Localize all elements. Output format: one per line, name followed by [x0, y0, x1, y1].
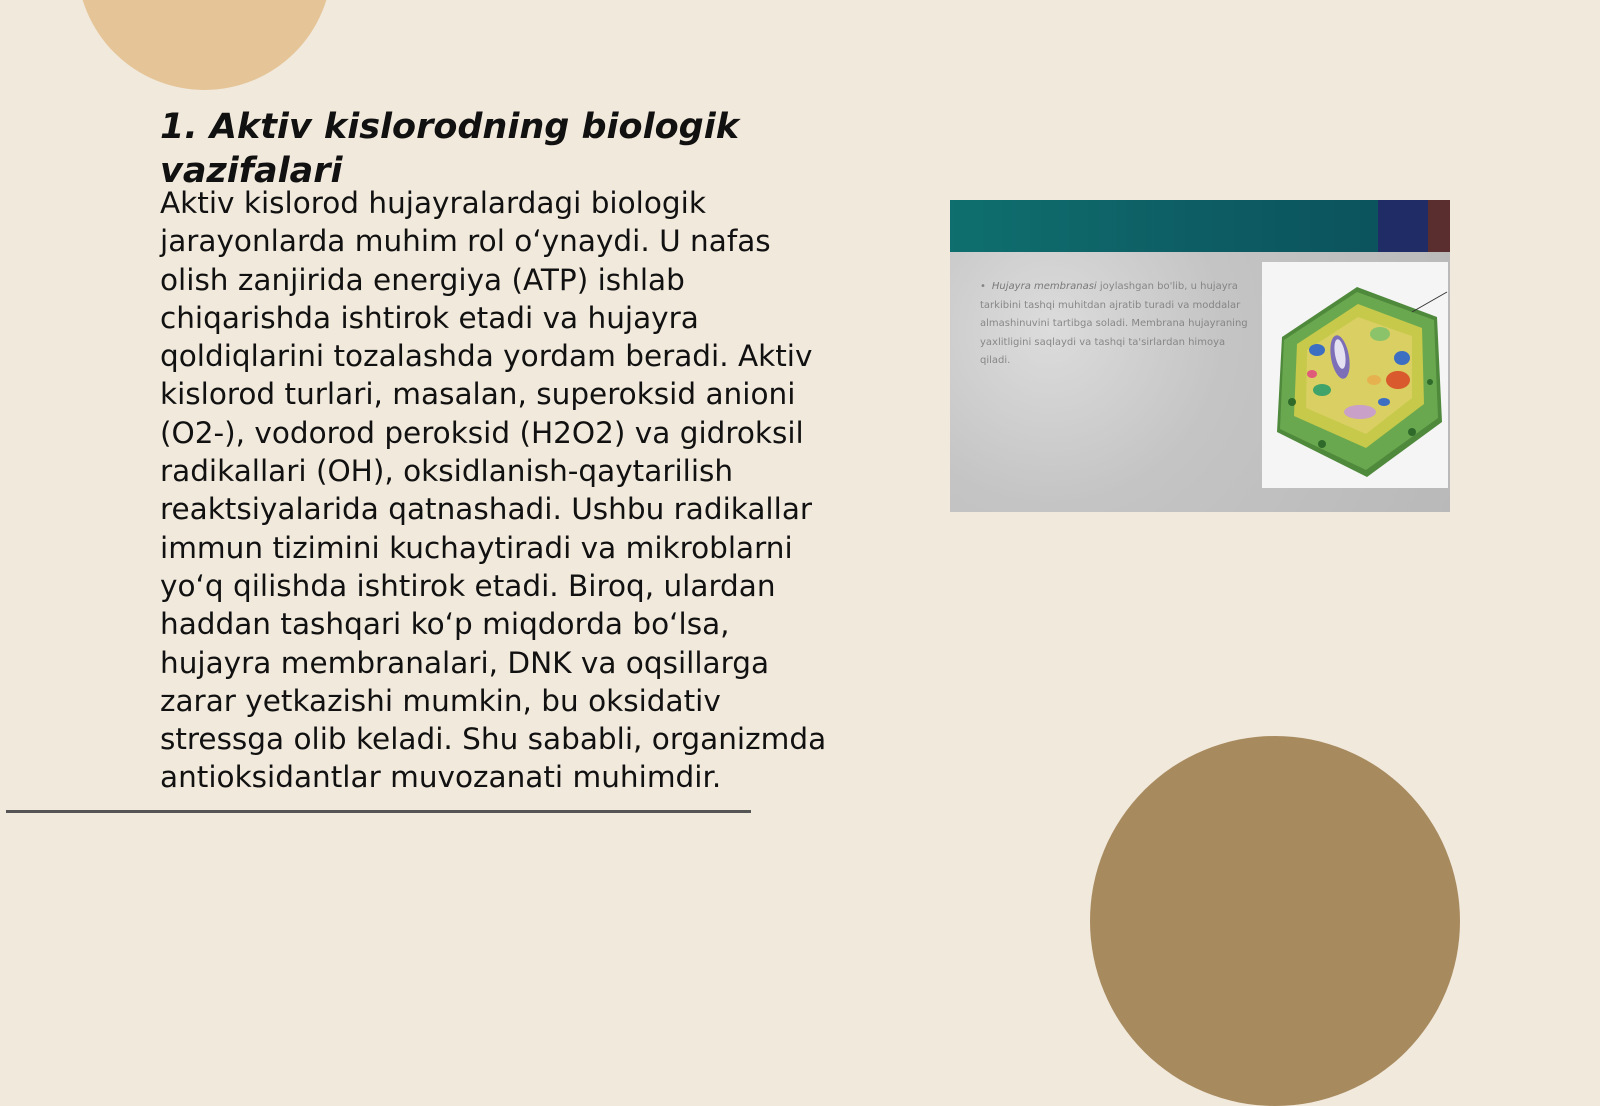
image-header-accent	[1378, 200, 1428, 252]
plant-cell-illustration	[1262, 262, 1448, 488]
image-header-bar	[950, 200, 1450, 252]
cell-slide-image	[950, 200, 1450, 512]
divider-line	[6, 810, 751, 813]
image-slide-text	[980, 278, 1250, 371]
slide-title: 1. Aktiv kislorodning biologik vazifalari	[160, 107, 739, 191]
slide-body-text: Aktiv kislorod hujayralardagi biologik jarayonlarda muhim rol oʻynaydi. U nafas olish zanjirida energiya (ATP) ishlab chiqarishda ishtirok etadi va hujayra qoldiqlarini tozalashda yordam beradi. Aktiv kislorod turlari, masalan, superoksid anioni (O2-), vodorod peroksid (H2O2) va gidroksil radikallari (OH), oksidlanish-qaytarilish reaktsiyalarida qatnashadi. Ushbu radikallar immun tizimini kuchaytiradi va mikroblarni yoʻq qilishda ishtirok etadi. Biroq, ulardan haddan tashqari koʻp miqdorda boʻlsa, hujayra membranalari, DNK va oqsillarga zarar yetkazishi mumkin, bu oksidativ stressga olib keladi. Shu sababli, organizmda antioksidantlar muvozanati muhimdir.	[160, 186, 827, 795]
image-slide-term: Hujayra membranasi	[991, 281, 1097, 292]
decorative-circle-bottom	[1090, 736, 1460, 1106]
bullet-icon: •	[980, 281, 986, 292]
image-header-accent-dark	[1428, 200, 1450, 252]
plant-cell-icon	[1262, 262, 1448, 488]
image-slide-caption: joylashgan bo'lib, u hujayra tarkibini tashqi muhitdan ajratib turadi va moddalar almashinuvini tartibga soladi. Membrana hujayraning yaxlitligini saqlaydi va tashqi ta'sirlardan himoya qiladi.	[980, 281, 1248, 366]
decorative-circle-top	[77, 0, 332, 90]
